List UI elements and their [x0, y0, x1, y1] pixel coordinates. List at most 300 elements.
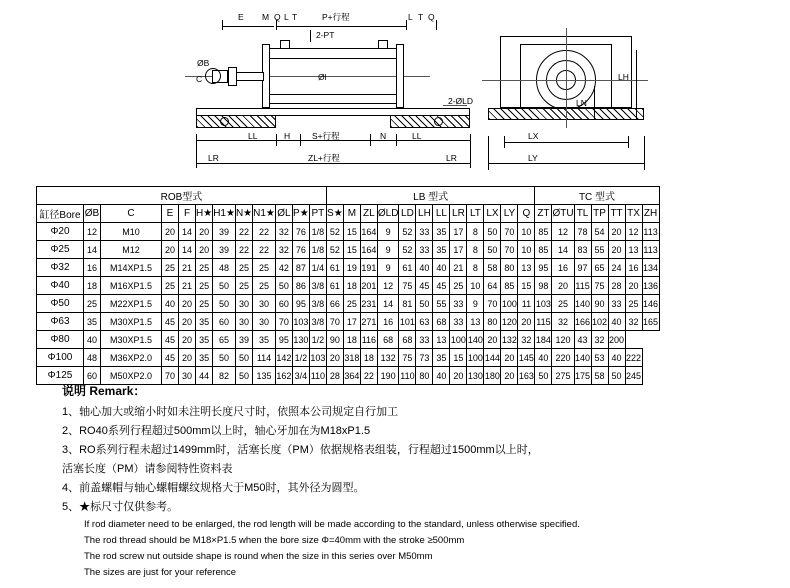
- dim-label-t: T: [292, 12, 298, 22]
- column-header-0: 缸径Bore: [37, 205, 84, 223]
- cell-r6-c7: 39: [235, 331, 252, 349]
- cell-r8-c12: 28: [326, 367, 343, 385]
- cell-r2-c25: 16: [552, 259, 574, 277]
- cell-r4-c5: 25: [196, 295, 213, 313]
- cell-r0-c2: M10: [101, 223, 162, 241]
- cell-r4-c4: 20: [179, 295, 196, 313]
- cell-r7-c10: 1/2: [292, 349, 309, 367]
- rod-nut: [228, 67, 237, 86]
- barrel-inner-line-bottom: [268, 94, 398, 95]
- cell-r1-c17: 33: [416, 241, 433, 259]
- cell-r4-c25: 25: [552, 295, 574, 313]
- cell-r3-c13: 18: [343, 277, 360, 295]
- dim-label-t2: T: [418, 12, 424, 22]
- cell-r2-c23: 13: [518, 259, 535, 277]
- cell-r1-c2: M12: [101, 241, 162, 259]
- cell-r5-c1: 35: [84, 313, 101, 331]
- dim-line-zl: [196, 163, 470, 164]
- remark-title: 说明 Remark：: [62, 384, 146, 398]
- cell-r0-c8: 22: [253, 223, 276, 241]
- cell-r8-c22: 20: [501, 367, 518, 385]
- cell-r6-c28: 200: [608, 331, 625, 349]
- barrel-inner-line-top: [268, 58, 398, 59]
- cell-r5-c3: 45: [162, 313, 179, 331]
- cell-r2-c8: 25: [253, 259, 276, 277]
- cell-r3-c16: 75: [399, 277, 416, 295]
- cell-r4-c6: 50: [213, 295, 236, 313]
- cell-r5-c25: 32: [552, 313, 574, 331]
- dim-line-ln: [594, 86, 595, 120]
- cell-r4-c0: Φ50: [37, 295, 84, 313]
- column-header-13: M: [343, 205, 360, 223]
- cell-r2-c7: 25: [235, 259, 252, 277]
- cell-r1-c0: Φ25: [37, 241, 84, 259]
- cell-r8-c6: 82: [213, 367, 236, 385]
- table-group-header-row: [37, 187, 660, 205]
- dim-label-lr-1: LR: [208, 153, 219, 163]
- dim-label-ly: LY: [528, 153, 538, 163]
- cell-r3-c5: 25: [196, 277, 213, 295]
- cell-r2-c1: 16: [84, 259, 101, 277]
- cell-r1-c28: 20: [608, 241, 625, 259]
- cell-r1-c21: 50: [484, 241, 501, 259]
- cell-r6-c12: 90: [326, 331, 343, 349]
- dim-line-lx: [504, 142, 628, 143]
- cell-r0-c6: 39: [213, 223, 236, 241]
- cell-r3-c14: 201: [360, 277, 377, 295]
- cell-r2-c24: 95: [535, 259, 552, 277]
- cell-r6-c26: 43: [574, 331, 591, 349]
- cell-r1-c1: 14: [84, 241, 101, 259]
- column-header-6: H1★: [213, 205, 236, 223]
- cell-r4-c21: 70: [484, 295, 501, 313]
- cell-r2-c6: 48: [213, 259, 236, 277]
- cell-r1-c26: 83: [574, 241, 591, 259]
- cell-r3-c12: 61: [326, 277, 343, 295]
- remark-item-5: 5、★标尺寸仅供参考。: [62, 501, 179, 513]
- cell-r5-c27: 102: [591, 313, 608, 331]
- foot-bracket-left: [196, 115, 276, 128]
- cell-r5-c22: 120: [501, 313, 518, 331]
- cell-r1-c8: 22: [253, 241, 276, 259]
- cell-r0-c16: 52: [399, 223, 416, 241]
- cell-r1-c14: 164: [360, 241, 377, 259]
- cell-r7-c8: 114: [253, 349, 276, 367]
- dim-tick-9: [406, 20, 407, 30]
- cell-r2-c28: 24: [608, 259, 625, 277]
- cell-r8-c0: Φ125: [37, 367, 84, 385]
- cell-r8-c20: 130: [467, 367, 484, 385]
- cell-r6-c5: 35: [196, 331, 213, 349]
- cell-r1-c7: 22: [235, 241, 252, 259]
- cell-r4-c28: 33: [608, 295, 625, 313]
- column-header-25: ØTU: [552, 205, 574, 223]
- cell-r0-c23: 10: [518, 223, 535, 241]
- dim-tick-2: [276, 134, 277, 146]
- cell-r7-c12: 20: [326, 349, 343, 367]
- end-view-center-v: [566, 28, 567, 128]
- dim-tick-ly-2: [644, 136, 645, 170]
- cell-r6-c9: 95: [275, 331, 292, 349]
- cell-r0-c0: Φ20: [37, 223, 84, 241]
- column-header-7: N★: [235, 205, 252, 223]
- cell-r7-c4: 20: [179, 349, 196, 367]
- cell-r0-c28: 20: [608, 223, 625, 241]
- cell-r2-c17: 40: [416, 259, 433, 277]
- cell-r3-c3: 25: [162, 277, 179, 295]
- cell-r1-c16: 52: [399, 241, 416, 259]
- dim-label-q: Q: [274, 12, 281, 22]
- cell-r2-c29: 16: [625, 259, 642, 277]
- cell-r3-c26: 115: [574, 277, 591, 295]
- dim-tick-lx-2: [628, 136, 629, 148]
- cell-r3-c11: 3/8: [309, 277, 326, 295]
- table-column-header-row: [37, 205, 660, 223]
- cell-r4-c9: 60: [275, 295, 292, 313]
- cell-r7-c0: Φ100: [37, 349, 84, 367]
- cell-r6-c20: 140: [467, 331, 484, 349]
- column-header-23: Q: [518, 205, 535, 223]
- cell-r3-c1: 18: [84, 277, 101, 295]
- cell-r0-c25: 12: [552, 223, 574, 241]
- cell-r8-c4: 30: [179, 367, 196, 385]
- cell-r2-c15: 9: [377, 259, 399, 277]
- dim-label-h: H: [284, 131, 291, 141]
- cell-r5-c29: 32: [625, 313, 642, 331]
- cell-r0-c7: 22: [235, 223, 252, 241]
- cell-r3-c22: 85: [501, 277, 518, 295]
- cell-r8-c21: 180: [484, 367, 501, 385]
- cell-r6-c10: 130: [292, 331, 309, 349]
- dim-line-lh: [636, 50, 637, 120]
- cell-r8-c9: 162: [275, 367, 292, 385]
- cell-r0-c19: 17: [450, 223, 467, 241]
- cell-r0-c10: 76: [292, 223, 309, 241]
- table-row: [37, 277, 660, 295]
- cell-r5-c20: 13: [467, 313, 484, 331]
- cell-r8-c1: 60: [84, 367, 101, 385]
- remark-en-1: If rod diameter need to be enlarged, the rod length will be made according to the standard, unless otherwise specified.: [84, 519, 580, 530]
- cell-r4-c20: 9: [467, 295, 484, 313]
- cell-r3-c6: 50: [213, 277, 236, 295]
- cell-r2-c9: 42: [275, 259, 292, 277]
- cell-r3-c21: 64: [484, 277, 501, 295]
- cell-r5-c9: 70: [275, 313, 292, 331]
- cell-r0-c21: 50: [484, 223, 501, 241]
- dim-label-2old: 2-ØLD: [448, 96, 474, 106]
- dim-tick-6: [470, 134, 471, 168]
- group-header-lb: LB 型式: [326, 187, 535, 205]
- cell-r2-c21: 58: [484, 259, 501, 277]
- remark-item-2: 2、RO40系列行程超过500mm以上时，轴心牙加在为M18xP1.5: [62, 425, 371, 437]
- cell-r8-c15: 190: [377, 367, 399, 385]
- column-header-5: H★: [196, 205, 213, 223]
- port-right: [378, 40, 388, 49]
- cell-r5-c15: 16: [377, 313, 399, 331]
- dim-label-s-stroke: S+行程: [312, 131, 340, 141]
- column-header-24: ZT: [535, 205, 552, 223]
- column-header-17: LH: [416, 205, 433, 223]
- dim-label-lx: LX: [528, 131, 539, 141]
- cell-r3-c8: 25: [253, 277, 276, 295]
- dim-tick-7: [222, 20, 223, 30]
- cell-r3-c29: 20: [625, 277, 642, 295]
- cell-r1-c12: 52: [326, 241, 343, 259]
- cell-r5-c30: 165: [642, 313, 659, 331]
- cell-r5-c10: 103: [292, 313, 309, 331]
- table-row: [37, 331, 660, 349]
- column-header-26: TL: [574, 205, 591, 223]
- cell-r4-c1: 25: [84, 295, 101, 313]
- cell-r4-c3: 40: [162, 295, 179, 313]
- cell-r6-c22: 132: [501, 331, 518, 349]
- dim-label-l2: L: [408, 12, 413, 22]
- dim-label-ob: ØB: [197, 58, 210, 68]
- cell-r6-c3: 45: [162, 331, 179, 349]
- foot-bracket-right: [390, 115, 470, 128]
- cell-r7-c13: 318: [343, 349, 360, 367]
- column-header-4: F: [179, 205, 196, 223]
- cell-r7-c23: 145: [518, 349, 535, 367]
- cell-r7-c9: 142: [275, 349, 292, 367]
- cell-r4-c23: 11: [518, 295, 535, 313]
- cell-r1-c4: 14: [179, 241, 196, 259]
- cell-r5-c8: 30: [253, 313, 276, 331]
- technical-drawing: [0, 0, 790, 180]
- cell-r2-c2: M14XP1.5: [101, 259, 162, 277]
- dim-line-ly: [488, 163, 644, 164]
- cell-r7-c29: 222: [625, 349, 642, 367]
- cell-r8-c14: 22: [360, 367, 377, 385]
- cell-r5-c16: 101: [399, 313, 416, 331]
- cell-r5-c21: 80: [484, 313, 501, 331]
- cell-r6-c18: 13: [433, 331, 450, 349]
- cell-r3-c2: M16XP1.5: [101, 277, 162, 295]
- port-label-2pt: 2-PT: [316, 30, 335, 40]
- cell-r5-c14: 271: [360, 313, 377, 331]
- cell-r1-c15: 9: [377, 241, 399, 259]
- cell-r0-c12: 52: [326, 223, 343, 241]
- dim-line-e: [222, 26, 274, 27]
- cell-r2-c4: 21: [179, 259, 196, 277]
- cell-r1-c6: 39: [213, 241, 236, 259]
- cell-r7-c3: 45: [162, 349, 179, 367]
- remark-list: [62, 403, 762, 517]
- cell-r0-c30: 113: [642, 223, 659, 241]
- cell-r1-c5: 20: [196, 241, 213, 259]
- dim-label-zl-stroke: ZL+行程: [308, 153, 340, 163]
- cell-r8-c23: 163: [518, 367, 535, 385]
- cell-r8-c19: 20: [450, 367, 467, 385]
- cell-r6-c24: 184: [535, 331, 552, 349]
- cell-r0-c11: 1/8: [309, 223, 326, 241]
- cell-r8-c5: 44: [196, 367, 213, 385]
- cell-r5-c12: 70: [326, 313, 343, 331]
- cell-r1-c29: 13: [625, 241, 642, 259]
- dim-line-p: [276, 26, 406, 27]
- cell-r0-c26: 78: [574, 223, 591, 241]
- cell-r2-c16: 61: [399, 259, 416, 277]
- cell-r4-c14: 231: [360, 295, 377, 313]
- cell-r3-c25: 20: [552, 277, 574, 295]
- cell-r1-c3: 20: [162, 241, 179, 259]
- cell-r3-c7: 25: [235, 277, 252, 295]
- cell-r0-c5: 20: [196, 223, 213, 241]
- cell-r0-c18: 35: [433, 223, 450, 241]
- cell-r2-c11: 1/4: [309, 259, 326, 277]
- cell-r3-c10: 86: [292, 277, 309, 295]
- dim-tick-1: [196, 134, 197, 168]
- dim-label-ll-1: LL: [248, 131, 258, 141]
- cell-r2-c13: 19: [343, 259, 360, 277]
- cell-r4-c10: 95: [292, 295, 309, 313]
- cell-r8-c2: M50XP2.0: [101, 367, 162, 385]
- cell-r7-c17: 73: [416, 349, 433, 367]
- foot-hole-right: [434, 117, 443, 126]
- cell-r4-c22: 100: [501, 295, 518, 313]
- dim-label-ll-2: LL: [412, 131, 422, 141]
- column-header-10: P★: [292, 205, 309, 223]
- remark-en-2: The rod thread should be M18×P1.5 when the bore size Φ=40mm with the stroke ≥500mm: [84, 535, 465, 546]
- cell-r7-c16: 75: [399, 349, 416, 367]
- table-row: [37, 295, 660, 313]
- dim-tick-10: [436, 20, 437, 30]
- cell-r5-c7: 30: [235, 313, 252, 331]
- dim-label-l: L: [284, 12, 289, 22]
- cell-r4-c15: 14: [377, 295, 399, 313]
- column-header-20: LT: [467, 205, 484, 223]
- specification-table: [36, 186, 660, 385]
- cell-r6-c25: 120: [552, 331, 574, 349]
- cell-r0-c14: 164: [360, 223, 377, 241]
- column-header-21: LX: [484, 205, 501, 223]
- cell-r0-c22: 70: [501, 223, 518, 241]
- column-header-14: ZL: [360, 205, 377, 223]
- cell-r2-c12: 61: [326, 259, 343, 277]
- cell-r6-c23: 32: [518, 331, 535, 349]
- cell-r1-c27: 55: [591, 241, 608, 259]
- column-header-22: LY: [501, 205, 518, 223]
- column-header-16: LD: [399, 205, 416, 223]
- cell-r1-c10: 76: [292, 241, 309, 259]
- port-left: [280, 40, 290, 49]
- cell-r3-c4: 21: [179, 277, 196, 295]
- cell-r1-c19: 17: [450, 241, 467, 259]
- cell-r4-c17: 50: [416, 295, 433, 313]
- remark-en-3: The rod screw nut outside shape is round when the size in this series over M50mm: [84, 551, 433, 562]
- cell-r2-c18: 40: [433, 259, 450, 277]
- cell-r1-c25: 14: [552, 241, 574, 259]
- cell-r6-c17: 33: [416, 331, 433, 349]
- cell-r8-c7: 50: [235, 367, 252, 385]
- cell-r8-c26: 175: [574, 367, 591, 385]
- cell-r3-c17: 45: [416, 277, 433, 295]
- cell-r2-c19: 21: [450, 259, 467, 277]
- cell-r0-c20: 8: [467, 223, 484, 241]
- cell-r4-c11: 3/8: [309, 295, 326, 313]
- cell-r6-c13: 18: [343, 331, 360, 349]
- piston-rod: [236, 72, 264, 81]
- cell-r4-c30: 146: [642, 295, 659, 313]
- cell-r7-c1: 48: [84, 349, 101, 367]
- column-header-3: E: [162, 205, 179, 223]
- cell-r6-c2: M30XP1.5: [101, 331, 162, 349]
- cell-r7-c2: M36XP2.0: [101, 349, 162, 367]
- cell-r4-c16: 81: [399, 295, 416, 313]
- cell-r2-c27: 65: [591, 259, 608, 277]
- column-header-2: C: [101, 205, 162, 223]
- cell-r5-c11: 3/8: [309, 313, 326, 331]
- column-header-8: N1★: [253, 205, 276, 223]
- dim-label-c: C: [196, 74, 203, 84]
- column-header-28: TT: [608, 205, 625, 223]
- dim-label-m: M: [262, 12, 270, 22]
- cell-r7-c6: 50: [213, 349, 236, 367]
- cell-r6-c11: 1/2: [309, 331, 326, 349]
- cell-r7-c25: 220: [552, 349, 574, 367]
- cell-r4-c29: 25: [625, 295, 642, 313]
- group-header-rob: ROB型式: [37, 187, 327, 205]
- cell-r4-c7: 30: [235, 295, 252, 313]
- cell-r3-c20: 10: [467, 277, 484, 295]
- table-row: [37, 223, 660, 241]
- column-header-11: PT: [309, 205, 326, 223]
- cell-r4-c2: M22XP1.5: [101, 295, 162, 313]
- cell-r7-c26: 140: [574, 349, 591, 367]
- cell-r2-c14: 191: [360, 259, 377, 277]
- column-header-1: ØB: [84, 205, 101, 223]
- cell-r8-c28: 50: [608, 367, 625, 385]
- dim-tick-ly-1: [488, 136, 489, 170]
- cell-r7-c5: 35: [196, 349, 213, 367]
- cell-r5-c13: 17: [343, 313, 360, 331]
- port-leader-line: [310, 30, 311, 42]
- cell-r5-c28: 40: [608, 313, 625, 331]
- cell-r8-c11: 110: [309, 367, 326, 385]
- cell-r0-c29: 12: [625, 223, 642, 241]
- rod-end-circle: [205, 68, 221, 84]
- cell-r3-c19: 25: [450, 277, 467, 295]
- cell-r8-c27: 58: [591, 367, 608, 385]
- cell-r7-c22: 20: [501, 349, 518, 367]
- cell-r4-c19: 33: [450, 295, 467, 313]
- cell-r5-c17: 63: [416, 313, 433, 331]
- cell-r4-c13: 25: [343, 295, 360, 313]
- column-header-12: S★: [326, 205, 343, 223]
- dim-label-q2: Q: [428, 12, 435, 22]
- cell-r6-c16: 68: [399, 331, 416, 349]
- cell-r2-c10: 87: [292, 259, 309, 277]
- cell-r0-c4: 14: [179, 223, 196, 241]
- cell-r1-c23: 10: [518, 241, 535, 259]
- cell-r4-c27: 90: [591, 295, 608, 313]
- cell-r2-c22: 80: [501, 259, 518, 277]
- remark-block: [62, 382, 762, 581]
- column-header-9: ØL: [275, 205, 292, 223]
- cell-r8-c17: 80: [416, 367, 433, 385]
- cell-r7-c27: 53: [591, 349, 608, 367]
- cell-r7-c28: 40: [608, 349, 625, 367]
- dim-tick-4: [370, 134, 371, 146]
- column-header-18: LL: [433, 205, 450, 223]
- cell-r3-c18: 45: [433, 277, 450, 295]
- cell-r2-c3: 25: [162, 259, 179, 277]
- cell-r1-c24: 85: [535, 241, 552, 259]
- cell-r7-c19: 15: [450, 349, 467, 367]
- cell-r8-c18: 40: [433, 367, 450, 385]
- cell-r8-c10: 3/4: [292, 367, 309, 385]
- column-header-19: LR: [450, 205, 467, 223]
